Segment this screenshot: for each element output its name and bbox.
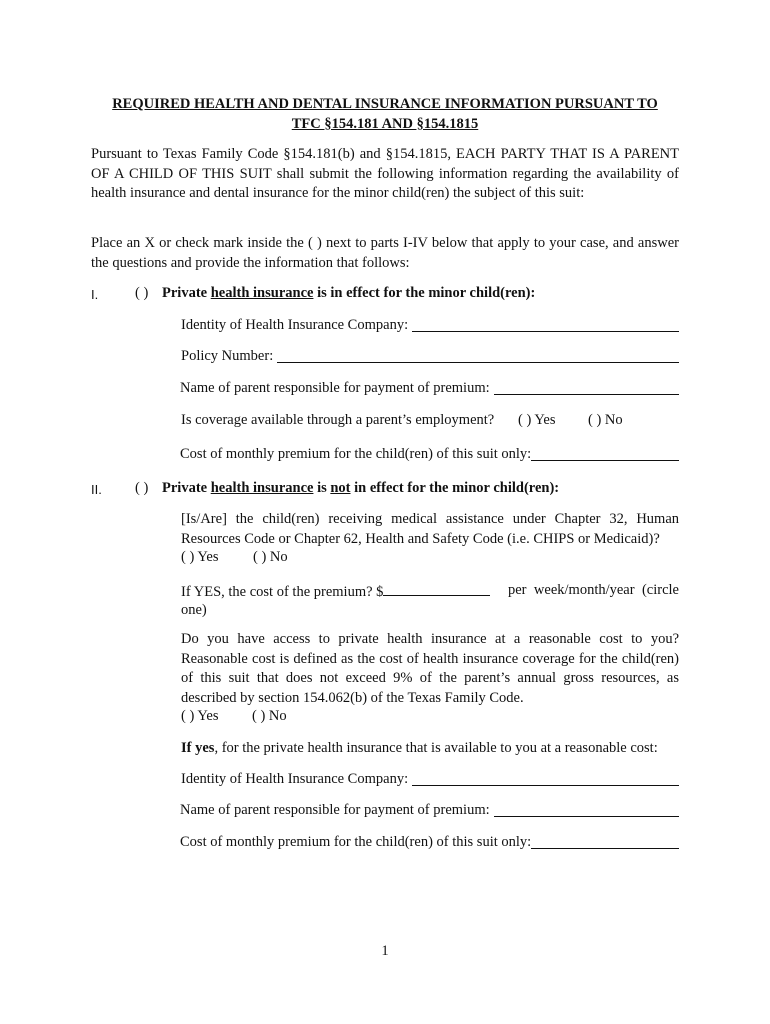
form-title-line2: TFC §154.181 AND §154.1815 xyxy=(291,116,479,132)
section-2-heading xyxy=(162,480,559,497)
s1-coverage-yes[interactable]: ( ) Yes xyxy=(518,412,556,428)
s1-cost-row xyxy=(180,446,679,463)
s2-cost-label: Cost of monthly premium for the child(ren) of this suit only: xyxy=(180,834,532,850)
s2-medical-yes[interactable]: ( ) Yes xyxy=(181,549,219,565)
s1-parent-label: Name of parent responsible for payment of premium: xyxy=(180,380,490,396)
s1-policy-row xyxy=(181,348,679,365)
s2-identity-field[interactable] xyxy=(412,771,679,786)
section-1-number: I. xyxy=(91,287,99,302)
s2-if-yes-line xyxy=(181,740,658,757)
section-1-heading-pre: Private xyxy=(162,285,211,301)
section-2-number: II. xyxy=(91,482,102,497)
s1-identity-field[interactable] xyxy=(412,317,679,332)
s2-identity-label: Identity of Health Insurance Company: xyxy=(181,771,409,787)
s1-cost-field[interactable] xyxy=(531,446,679,461)
s1-identity-label: Identity of Health Insurance Company: xyxy=(181,317,409,333)
section-1-heading-post: is in effect for the minor child(ren): xyxy=(313,285,536,301)
s1-parent-field[interactable] xyxy=(494,380,679,395)
section-2-checkbox[interactable]: ( ) xyxy=(135,480,149,496)
s2-parent-row xyxy=(180,802,679,819)
s2-medical-question: [Is/Are] the child(ren) receiving medical assistance under Chapter 32, Human Resources Code or Chapter 62, Health and Safety Code (i.e. CHIPS or Medicaid)? xyxy=(181,511,679,547)
section-2-heading-pre: Private xyxy=(162,480,211,496)
s1-coverage-label: Is coverage available through a parent’s employment? xyxy=(181,412,495,428)
section-1-heading-underlined: health insurance xyxy=(210,285,314,301)
section-2-heading-post: in effect for the minor child(ren): xyxy=(350,480,560,496)
s2-medical-no[interactable]: ( ) No xyxy=(253,549,288,565)
s1-policy-label: Policy Number: xyxy=(181,348,274,364)
s2-parent-field[interactable] xyxy=(494,802,679,817)
s2-cost-row xyxy=(180,834,679,851)
section-2-heading-not: not xyxy=(330,480,351,496)
s1-identity-row xyxy=(181,317,679,334)
s2-access-yes[interactable]: ( ) Yes xyxy=(181,708,219,724)
s2-if-yes-rest: , for the private health insurance that is available to you at a reasonable cost: xyxy=(214,740,658,756)
s1-cost-label: Cost of monthly premium for the child(ren) of this suit only: xyxy=(180,446,532,462)
s2-access-no[interactable]: ( ) No xyxy=(252,708,287,724)
s1-parent-row xyxy=(180,380,679,397)
intro-paragraph: Pursuant to Texas Family Code §154.181(b) and §154.1815, EACH PARTY THAT IS A PARENT OF A CHILD OF THIS SUIT shall submit the following information regarding the availability of health insurance and dental insurance for the minor child(ren) the subject of this suit: xyxy=(91,146,679,201)
section-2-heading-mid: is xyxy=(313,480,331,496)
section-1-checkbox[interactable]: ( ) xyxy=(135,285,149,301)
s1-coverage-no[interactable]: ( ) No xyxy=(588,412,623,428)
s2-premium-label: If YES, the cost of the premium? $ xyxy=(181,584,384,600)
form-title-line1: REQUIRED HEALTH AND DENTAL INSURANCE INFORMATION PURSUANT TO xyxy=(112,96,658,112)
s2-premium-suffix: per week/month/year (circle one) xyxy=(181,582,679,618)
section-2-heading-underlined: health insurance xyxy=(210,480,314,496)
s2-access-question: Do you have access to private health insurance at a reasonable cost to you? Reasonable cost is defined as the cost of health insurance coverage for the child(ren) of this suit that does not exceed 9% of the parent’s annual gross resources, as described by section 154.062(b) of the Texas Family Code. xyxy=(181,631,679,706)
page-number: 1 xyxy=(381,943,389,959)
s1-policy-field[interactable] xyxy=(277,348,679,363)
s2-identity-row xyxy=(181,771,679,788)
s2-if-yes-bold: If yes xyxy=(181,740,215,756)
s2-parent-label: Name of parent responsible for payment of premium: xyxy=(180,802,490,818)
s2-cost-field[interactable] xyxy=(531,834,679,849)
instructions-paragraph: Place an X or check mark inside the ( ) next to parts I-IV below that apply to your case, and answer the questions and provide the information that follows: xyxy=(91,235,679,271)
section-1-heading xyxy=(162,285,535,302)
